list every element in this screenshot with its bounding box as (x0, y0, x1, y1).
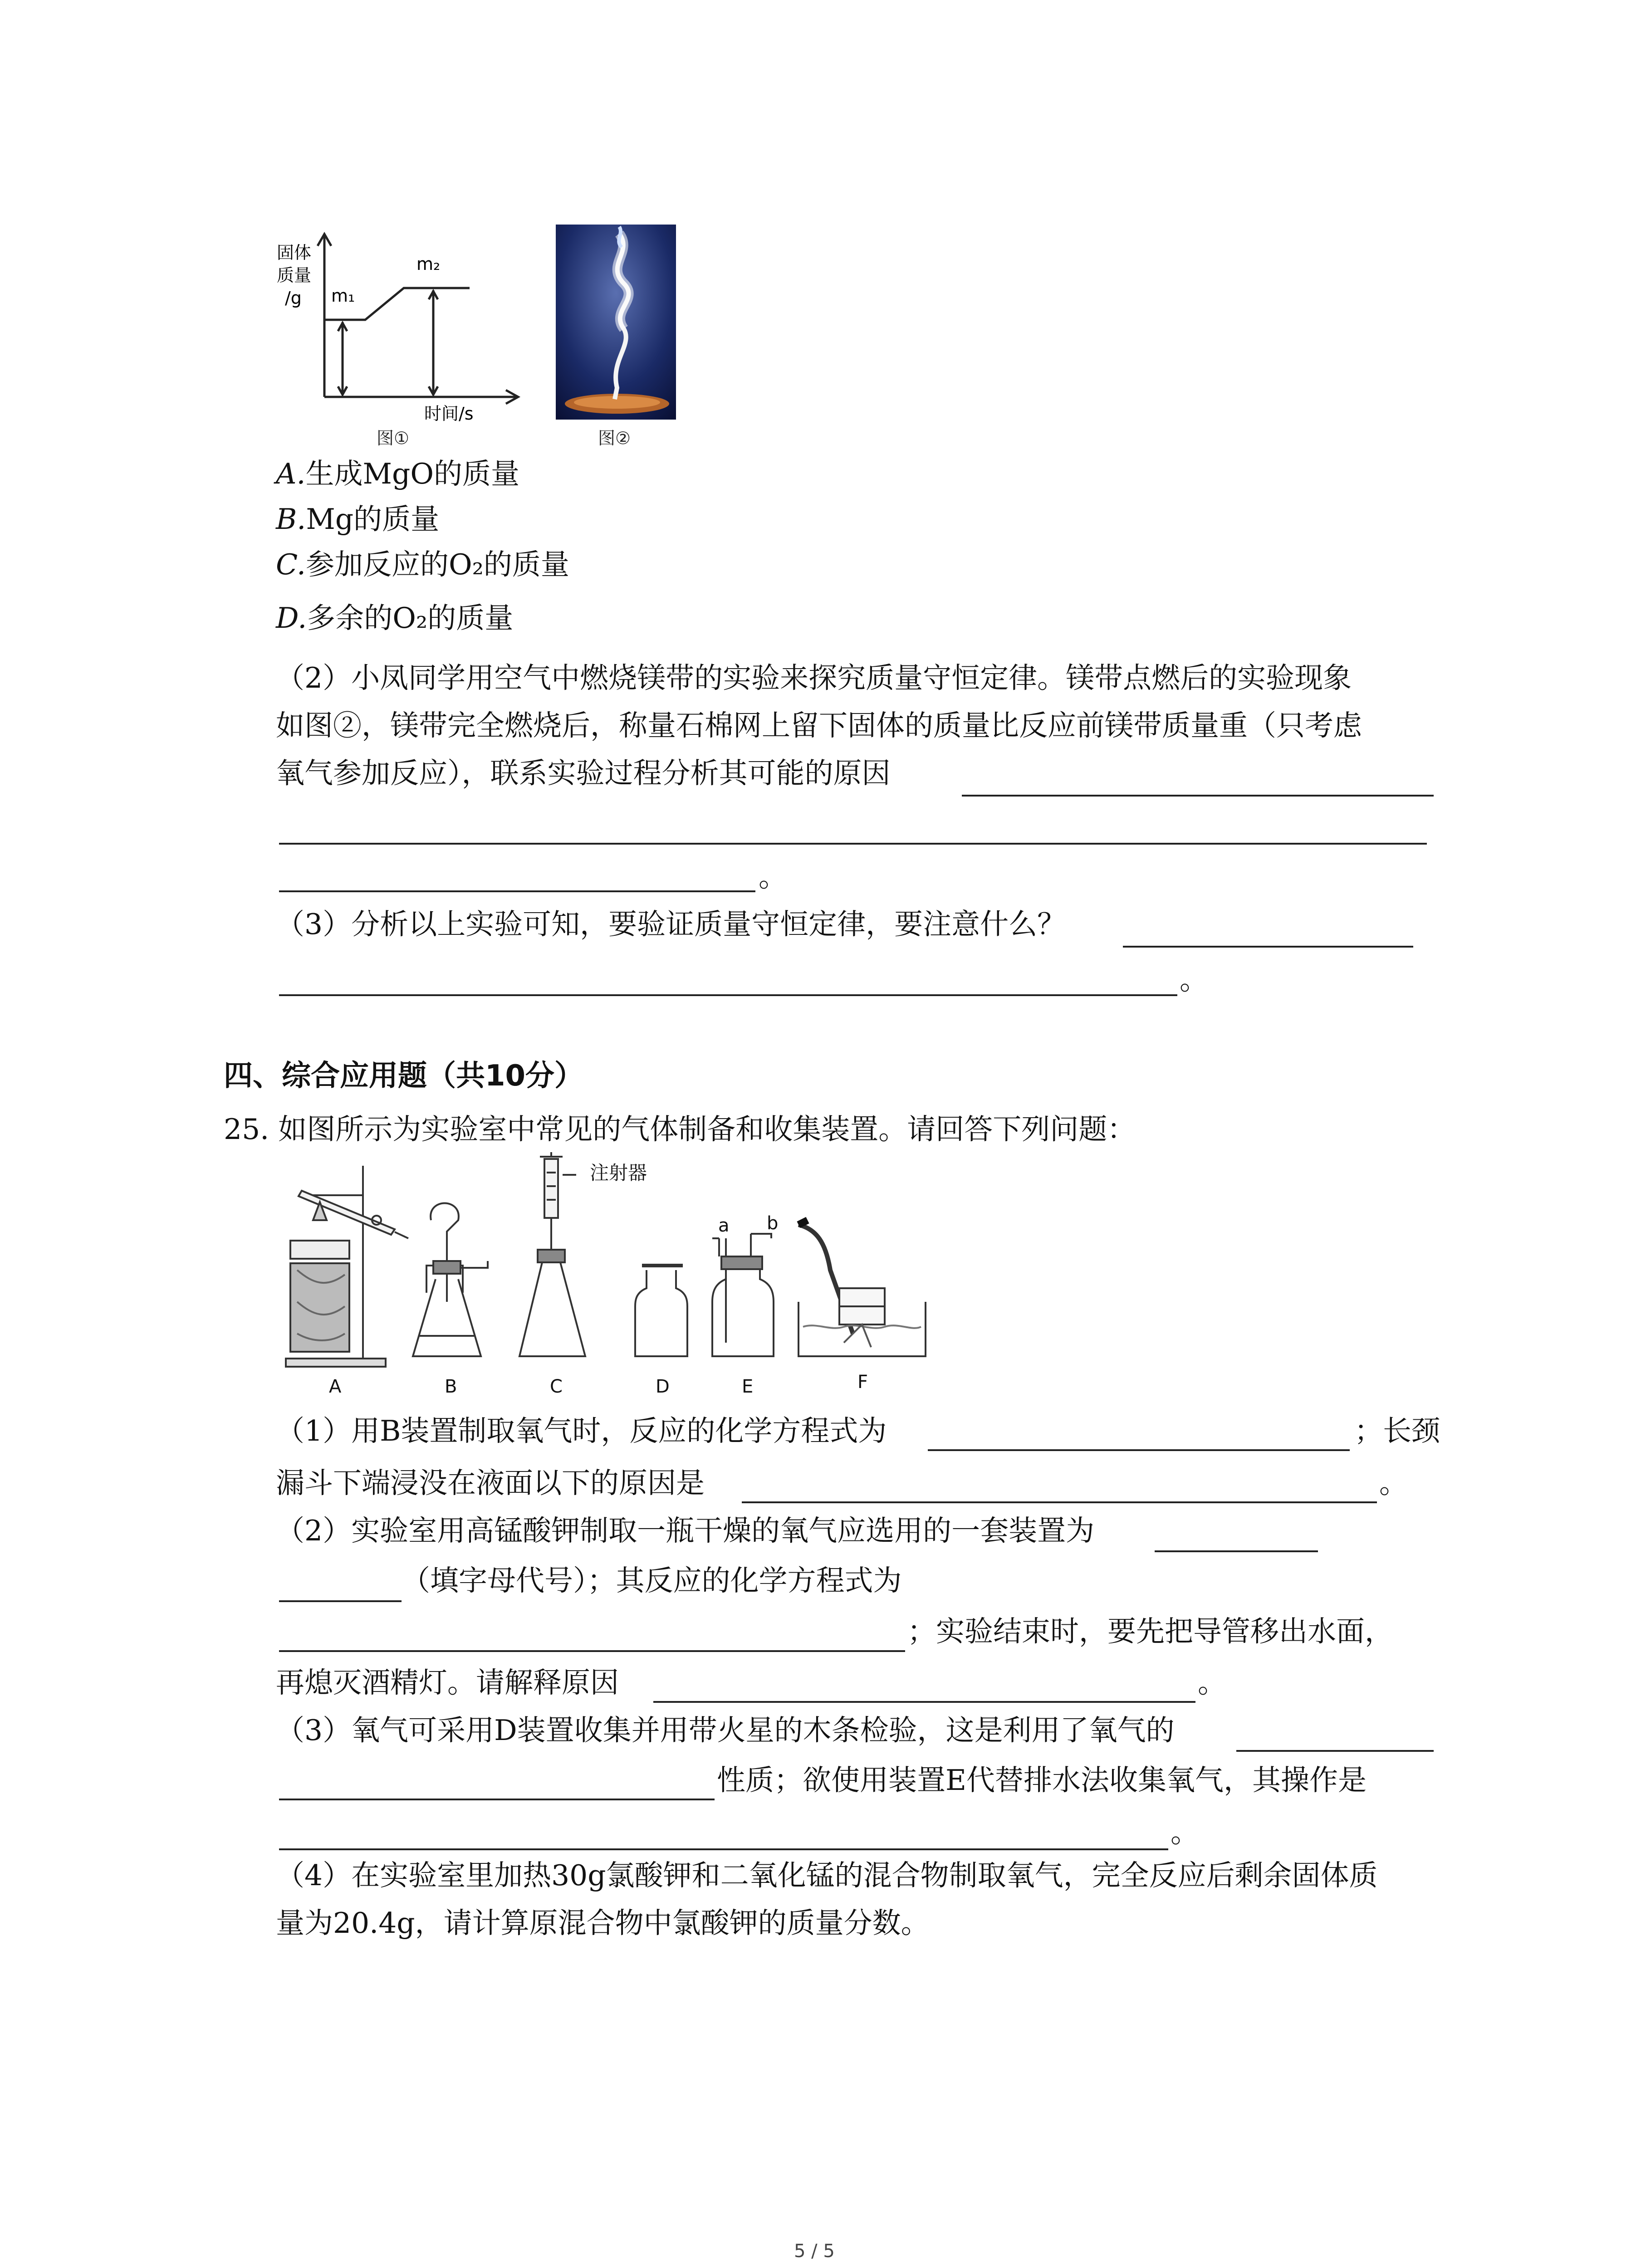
q25-3-line1: （3）氧气可采用D装置收集并用带火星的木条检验，这是利用了氧气的 (276, 1714, 1175, 1747)
label-a: A (329, 1376, 342, 1397)
q24-2-answer-blank-3[interactable] (279, 890, 755, 892)
option-a: A.生成MgO的质量 (276, 457, 520, 490)
apparatus-d (635, 1266, 687, 1356)
label-b: B (445, 1376, 457, 1397)
q25-1-end: 。 (1379, 1466, 1408, 1500)
y-axis-label-line3: /g (285, 288, 302, 308)
option-d: D.多余的O₂的质量 (276, 601, 514, 635)
apparatus-e (712, 1234, 774, 1356)
m2-label: m₂ (416, 254, 441, 274)
q24-2-answer-blank-1[interactable] (962, 795, 1434, 797)
q25-2-line4: 再熄灭酒精灯。请解释原因 (276, 1666, 619, 1699)
q25-3-end: 。 (1171, 1816, 1199, 1849)
q24-2-answer-blank-2[interactable] (279, 843, 1427, 845)
q25-1-blank-equation[interactable] (928, 1449, 1350, 1451)
q25-1-line1: （1）用B装置制取氧气时，反应的化学方程式为 (276, 1414, 887, 1447)
apparatus-figure (272, 1152, 980, 1406)
q24-2-end: 。 (759, 860, 787, 893)
label-d: D (656, 1376, 670, 1397)
q25-2-end: 。 (1198, 1666, 1226, 1699)
figure-1-caption: 图① (377, 428, 410, 448)
label-e: E (742, 1376, 754, 1397)
y-axis-label-line1: 固体 (277, 243, 312, 263)
y-axis-label-line2: 质量 (277, 265, 312, 285)
q24-3-line1: （3）分析以上实验可知，要验证质量守恒定律，要注意什么？ (276, 908, 1066, 941)
q24-2-line2: 如图②，镁带完全燃烧后，称量石棉网上留下固体的质量比反应前镁带质量重（只考虑 (276, 709, 1362, 742)
section-4-title: 四、综合应用题（共10分） (224, 1059, 584, 1093)
x-axis-label: 时间/s (424, 404, 474, 424)
figure-1-graph (272, 218, 526, 426)
apparatus-f (798, 1220, 926, 1356)
q25-3-line2: 性质；欲使用装置E代替排水法收集氧气，其操作是 (717, 1764, 1367, 1797)
option-b: B.Mg的质量 (276, 503, 440, 536)
apparatus-a (286, 1166, 408, 1367)
q25-3-blank-property-2[interactable] (279, 1799, 715, 1800)
option-c: C.参加反应的O₂的质量 (276, 548, 569, 581)
q25-2-blank-apparatus-1[interactable] (1155, 1550, 1318, 1552)
q25-2-line1: （2）实验室用高锰酸钾制取一瓶干燥的氧气应选用的一套装置为 (276, 1514, 1095, 1547)
q25-1-blank-reason[interactable] (742, 1501, 1377, 1503)
q24-3-end: 。 (1180, 963, 1208, 996)
q25-3-blank-property-1[interactable] (1236, 1750, 1434, 1752)
q25-3-blank-operation[interactable] (279, 1848, 1168, 1850)
q24-2-line1: （2）小凤同学用空气中燃烧镁带的实验来探究质量守恒定律。镁带点燃后的实验现象 (276, 661, 1352, 694)
apparatus-b (413, 1203, 488, 1357)
label-f: F (857, 1372, 868, 1393)
q25-2-line3: ；实验结束时，要先把导管移出水面， (907, 1615, 1393, 1648)
syringe-label: 注射器 (590, 1162, 647, 1184)
q24-3-answer-blank-1[interactable] (1123, 946, 1413, 948)
apparatus-c (519, 1152, 585, 1356)
q25-1-line1-tail: ；长颈 (1354, 1414, 1440, 1447)
q25-4-line2: 量为20.4g，请计算原混合物中氯酸钾的质量分数。 (276, 1906, 930, 1940)
label-c: C (550, 1376, 563, 1397)
q24-2-line3: 氧气参加反应），联系实验过程分析其可能的原因 (276, 757, 891, 790)
port-b-label: b (767, 1213, 779, 1234)
m1-label: m₁ (331, 286, 355, 306)
q25-4-line1: （4）在实验室里加热30g氯酸钾和二氧化锰的混合物制取氧气，完全反应后剩余固体质 (276, 1859, 1378, 1892)
port-a-label: a (718, 1215, 730, 1236)
page-number: 5 / 5 (794, 2241, 835, 2262)
q25-2-blank-equation[interactable] (279, 1650, 905, 1652)
q24-3-answer-blank-2[interactable] (279, 994, 1177, 996)
figure-2-caption: 图② (598, 428, 631, 448)
q25-2-line2: （填字母代号）；其反应的化学方程式为 (402, 1564, 902, 1597)
figure-2-photo (556, 225, 676, 420)
q25-stem: 25. 如图所示为实验室中常见的气体制备和收集装置。请回答下列问题： (224, 1113, 1136, 1146)
q25-1-line2: 漏斗下端浸没在液面以下的原因是 (276, 1466, 705, 1500)
q25-2-blank-apparatus-2[interactable] (279, 1600, 402, 1602)
q25-2-blank-reason[interactable] (653, 1701, 1195, 1703)
